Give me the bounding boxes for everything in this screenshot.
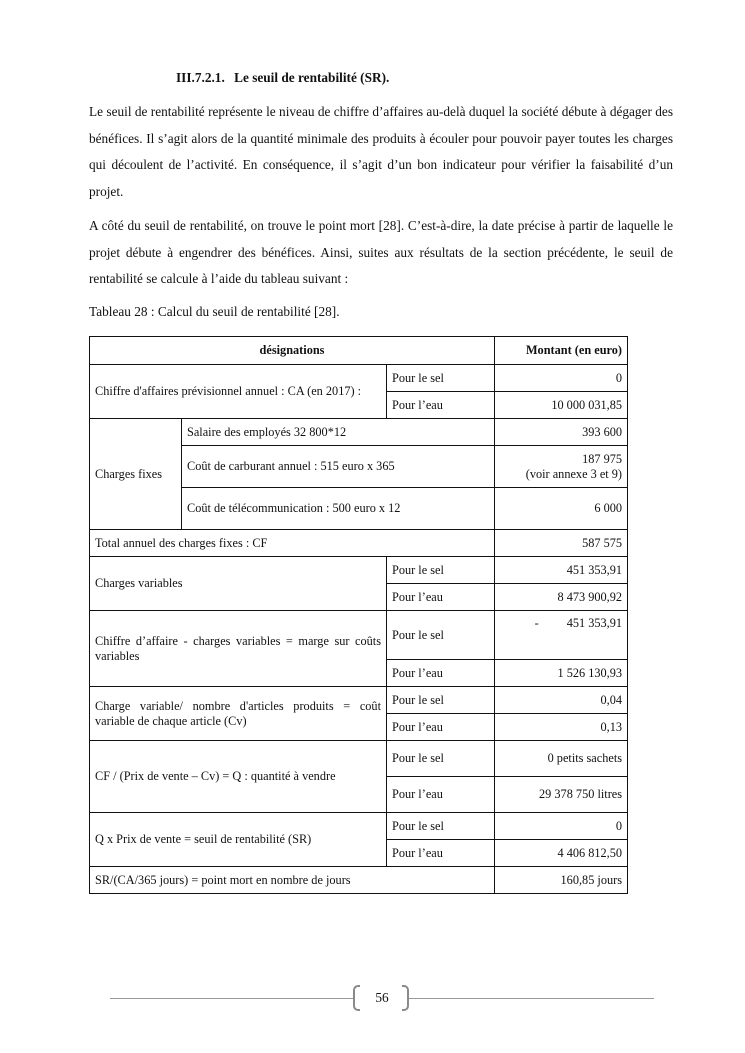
ca-sel-value: 0 bbox=[495, 365, 628, 392]
table-row bbox=[90, 365, 628, 392]
header-montant: Montant (en euro) bbox=[495, 337, 628, 365]
marge-eau-value: 1 526 130,93 bbox=[495, 660, 628, 687]
ca-eau-value: 10 000 031,85 bbox=[495, 392, 628, 419]
cv-label: Charge variable/ nombre d'articles produits = coût variable de chaque article (Cv) bbox=[90, 687, 387, 741]
telecom-value: 6 000 bbox=[495, 488, 628, 530]
table-row bbox=[90, 530, 628, 557]
table-row bbox=[90, 867, 628, 894]
carburant-cell bbox=[495, 446, 628, 488]
charges-variables-eau-value: 8 473 900,92 bbox=[495, 584, 628, 611]
table-row bbox=[90, 611, 628, 660]
salaire-value: 393 600 bbox=[495, 419, 628, 446]
ca-sel-label: Pour le sel bbox=[387, 365, 495, 392]
cv-sel-value: 0,04 bbox=[495, 687, 628, 714]
table-row bbox=[90, 557, 628, 584]
salaire-label: Salaire des employés 32 800*12 bbox=[182, 419, 495, 446]
marge-sel-cell bbox=[495, 611, 628, 660]
table-row bbox=[90, 687, 628, 714]
cv-eau-label: Pour l’eau bbox=[387, 584, 495, 611]
sr-label: Q x Prix de vente = seuil de rentabilité (SR) bbox=[90, 813, 387, 867]
telecom-label: Coût de télécommunication : 500 euro x 12 bbox=[182, 488, 495, 530]
quantite-sel-value: 0 petits sachets bbox=[495, 741, 628, 777]
carburant-value: 187 975 bbox=[582, 451, 623, 466]
section-title: Le seuil de rentabilité (SR). bbox=[234, 70, 390, 85]
carburant-note: (voir annexe 3 et 9) bbox=[525, 466, 623, 481]
table-caption: Tableau 28 : Calcul du seuil de rentabilité [28]. bbox=[89, 304, 340, 319]
ca-label: Chiffre d'affaires prévisionnel annuel : CA (en 2017) : bbox=[90, 365, 387, 419]
footer-divider-left bbox=[110, 998, 355, 999]
break-even-table bbox=[89, 336, 628, 894]
ca-eau-label: Pour l’eau bbox=[387, 392, 495, 419]
point-mort-value: 160,85 jours bbox=[495, 867, 628, 894]
quantite-eau-label: Pour l’eau bbox=[387, 777, 495, 813]
section-heading bbox=[176, 70, 389, 86]
sr-sel-value: 0 bbox=[495, 813, 628, 840]
carburant-label: Coût de carburant annuel : 515 euro x 365 bbox=[182, 446, 495, 488]
quantite-sel-label: Pour le sel bbox=[387, 741, 495, 777]
quantite-label: CF / (Prix de vente – Cv) = Q : quantité à vendre bbox=[90, 741, 387, 813]
paragraph-2: A côté du seuil de rentabilité, on trouve le point mort [28]. C’est-à-dire, la date précise à partir de laquelle le projet débute à engendrer des bénéfices. Ainsi, suites aux résultats de la section précédente, le seuil de rentabilité se calcule à l’aide du tableau suivant : bbox=[89, 218, 673, 286]
page-number: 56 bbox=[375, 990, 389, 1005]
sr-eau-value: 4 406 812,50 bbox=[495, 840, 628, 867]
marge-sel-label: Pour le sel bbox=[387, 611, 495, 660]
table-header-row bbox=[90, 337, 628, 365]
paragraph-1: Le seuil de rentabilité représente le niveau de chiffre d’affaires au-delà duquel la société débute à dégager des bénéfices. Il s’agit alors de la quantité minimale des produits à écouler pour pouvoir payer toutes les charges qui découlent de l’activité. En conséquence, il s’agit d’un bon indicateur pour vérifier la faisabilité d’un projet. bbox=[89, 104, 673, 199]
charges-fixes-label: Charges fixes bbox=[90, 419, 182, 530]
quantite-eau-value: 29 378 750 litres bbox=[495, 777, 628, 813]
marge-label: Chiffre d’affaire - charges variables = marge sur coûts variables bbox=[90, 611, 387, 687]
table-row bbox=[90, 419, 628, 446]
cv-row-eau-label: Pour l’eau bbox=[387, 714, 495, 741]
total-cf-label: Total annuel des charges fixes : CF bbox=[90, 530, 495, 557]
charges-variables-label: Charges variables bbox=[90, 557, 387, 611]
footer-divider-right bbox=[409, 998, 654, 999]
sr-sel-label: Pour le sel bbox=[387, 813, 495, 840]
table-row bbox=[90, 741, 628, 777]
section-number: III.7.2.1. bbox=[176, 70, 225, 85]
charges-variables-sel-value: 451 353,91 bbox=[495, 557, 628, 584]
cv-sel-label: Pour le sel bbox=[387, 557, 495, 584]
sr-eau-label: Pour l’eau bbox=[387, 840, 495, 867]
total-cf-value: 587 575 bbox=[495, 530, 628, 557]
marge-sel-value: 451 353,91 bbox=[566, 616, 623, 630]
marge-sel-sign: - bbox=[534, 616, 539, 630]
cv-row-sel-label: Pour le sel bbox=[387, 687, 495, 714]
header-designations: désignations bbox=[90, 337, 495, 365]
cv-eau-value: 0,13 bbox=[495, 714, 628, 741]
table-row bbox=[90, 813, 628, 840]
point-mort-label: SR/(CA/365 jours) = point mort en nombre de jours bbox=[90, 867, 495, 894]
marge-eau-label: Pour l’eau bbox=[387, 660, 495, 687]
